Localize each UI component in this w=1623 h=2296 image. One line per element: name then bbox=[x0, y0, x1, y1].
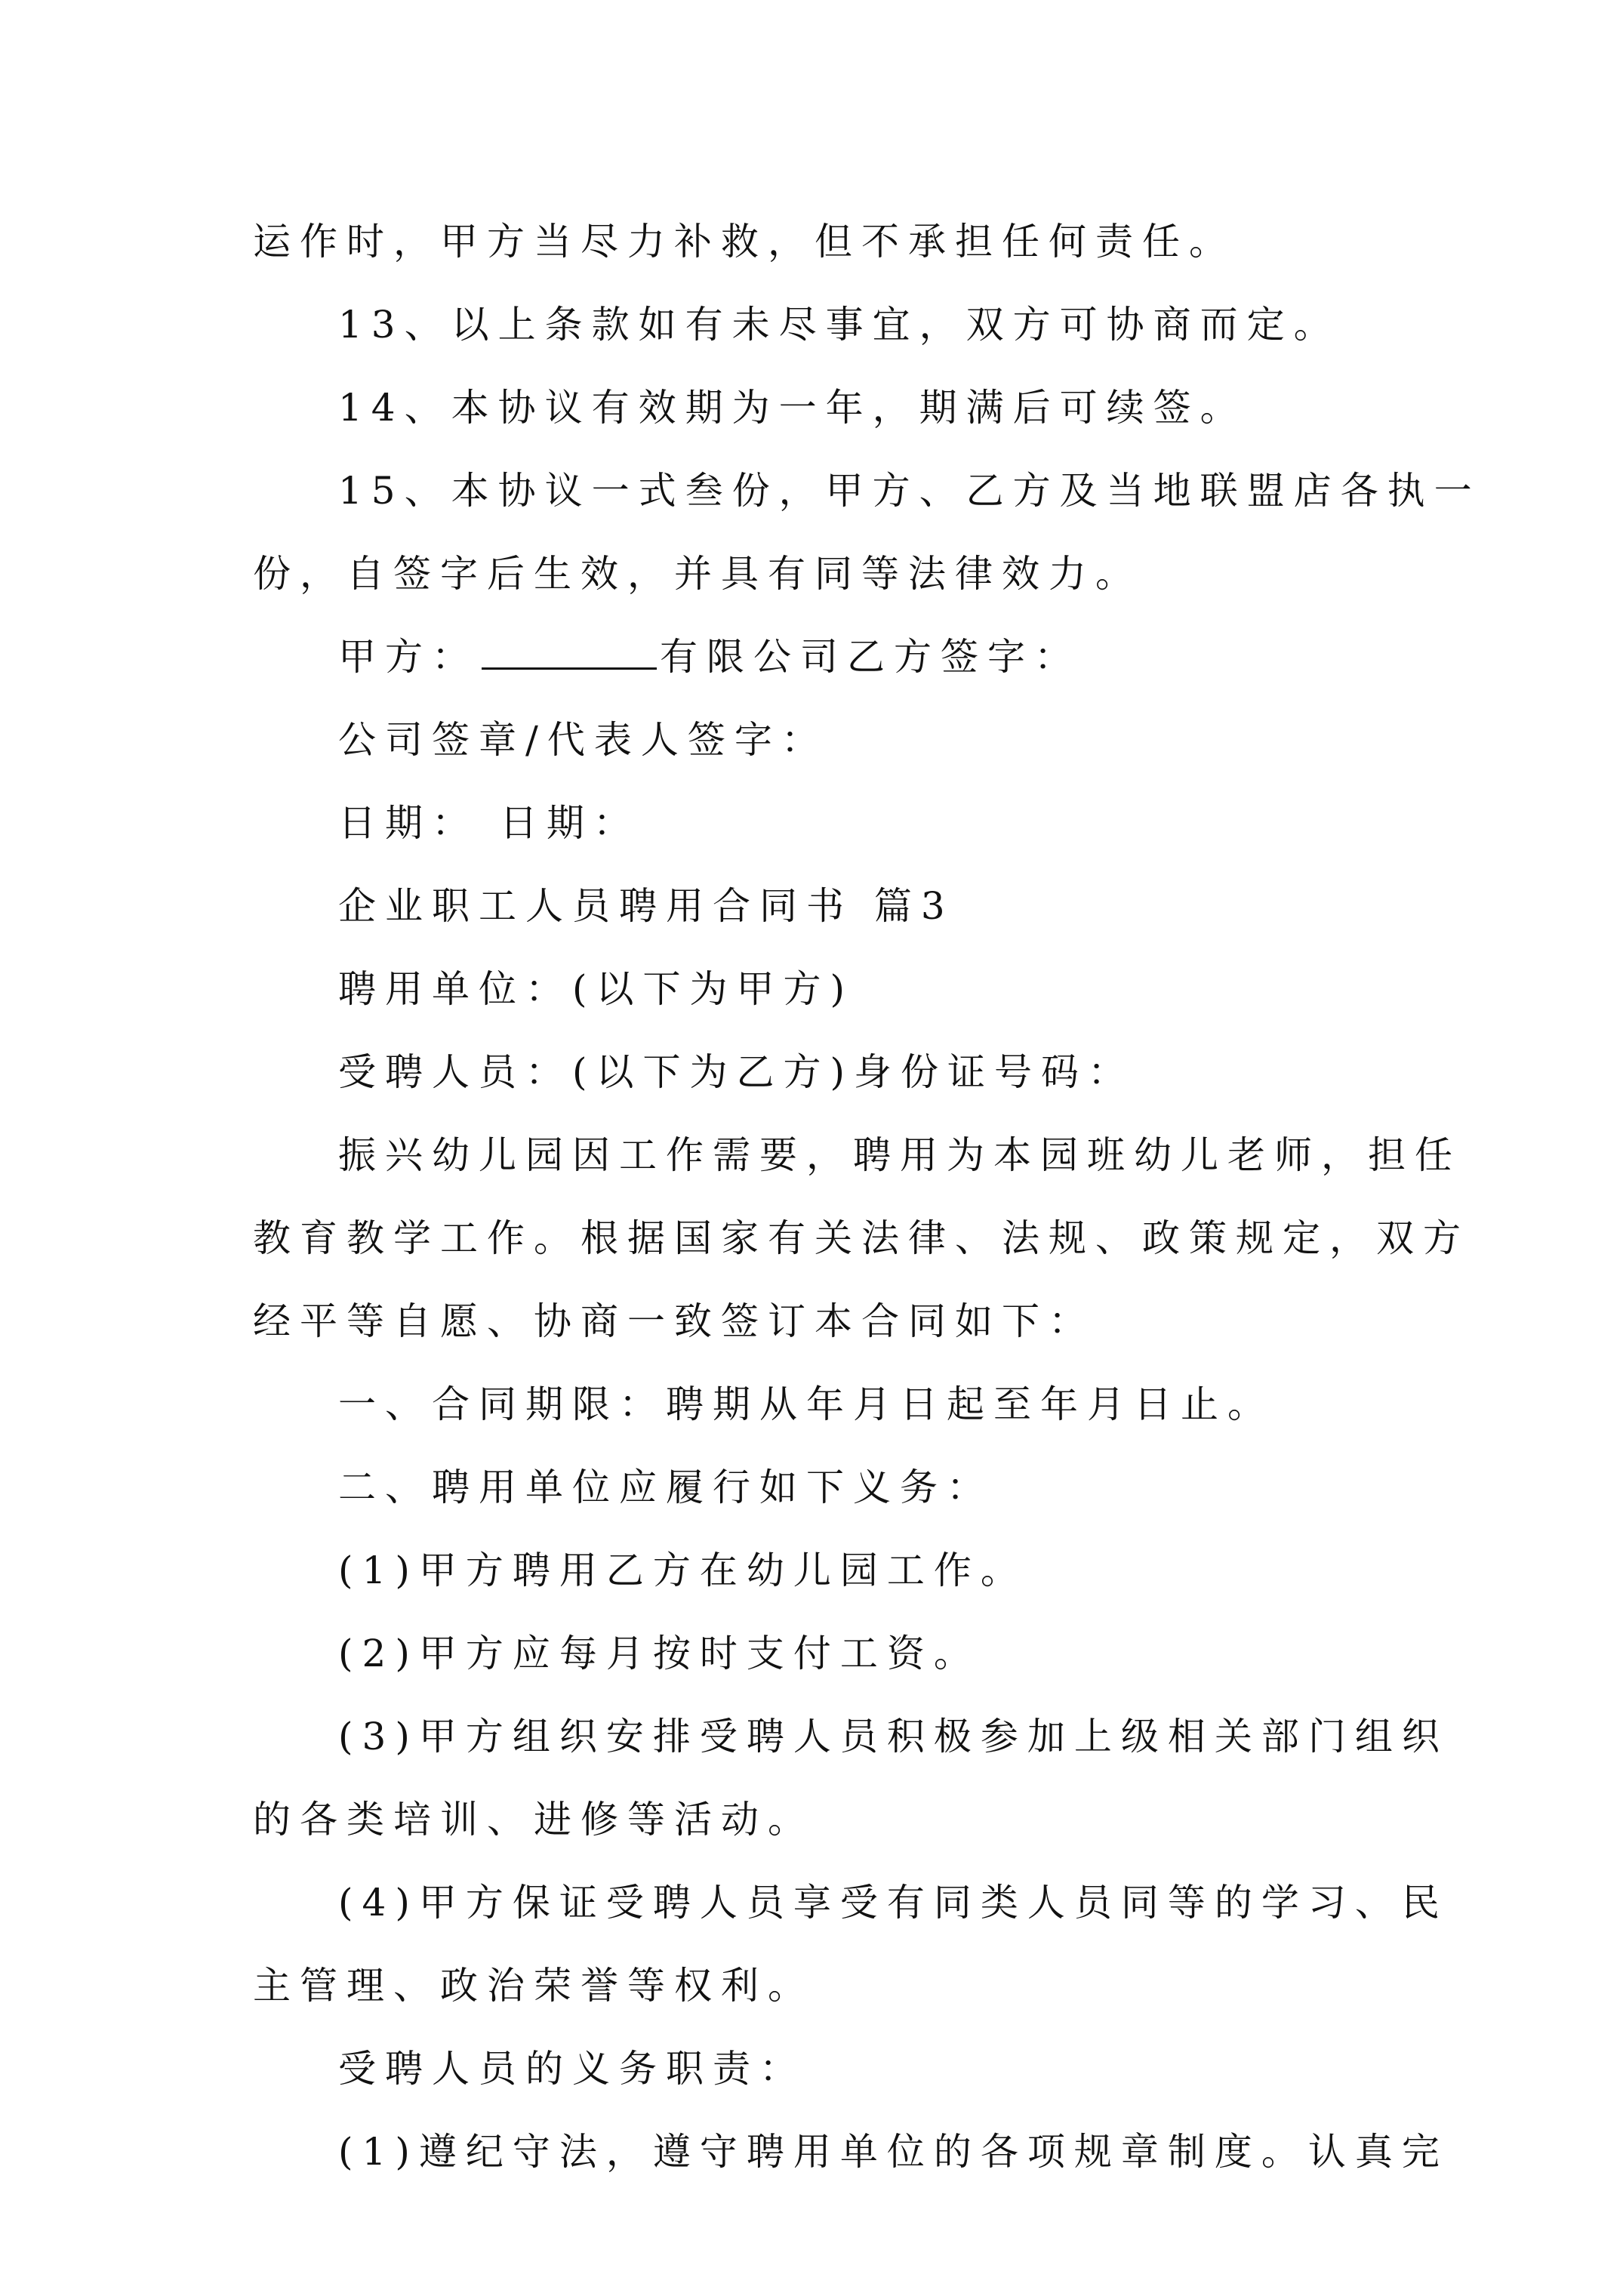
text-line-5: 份，自签字后生效，并具有同等法律效力。 bbox=[253, 552, 1142, 596]
text-line-3: 14、本协议有效期为一年，期满后可续签。 bbox=[338, 386, 1247, 430]
text-line-intro-1: 振兴幼儿园因工作需要，聘用为本园班幼儿老师，担任 bbox=[338, 1133, 1461, 1177]
text-line-2: 13、以上条款如有未尽事宜，双方可协商而定。 bbox=[338, 303, 1341, 347]
text-line-intro-3: 经平等自愿、协商一致签订本合同如下： bbox=[253, 1299, 1095, 1343]
blank-underline bbox=[482, 634, 657, 670]
section-title: 企业职工人员聘用合同书 篇3 bbox=[338, 884, 954, 928]
text-line-duty-1: (1)遵纪守法，遵守聘用单位的各项规章制度。认真完 bbox=[338, 2130, 1449, 2174]
party-a-company-label: 有限公司乙方签字： bbox=[660, 635, 1081, 679]
signature-line-party-a bbox=[338, 634, 1081, 680]
text-line-item-1: (1)甲方聘用乙方在幼儿园工作。 bbox=[338, 1549, 1027, 1592]
text-line-item-4a: (4)甲方保证受聘人员享受有同类人员同等的学习、民 bbox=[338, 1881, 1449, 1925]
text-line-item-3a: (3)甲方组织安排受聘人员积极参加上级相关部门组织 bbox=[338, 1715, 1449, 1758]
text-line-term: 一、合同期限：聘期从年月日起至年月日止。 bbox=[338, 1382, 1274, 1426]
text-line-4: 15、本协议一式叁份，甲方、乙方及当地联盟店各执一 bbox=[338, 469, 1481, 513]
text-line-company-seal: 公司签章/代表人签字： bbox=[338, 718, 828, 762]
text-line-employee: 受聘人员：(以下为乙方)身份证号码： bbox=[338, 1050, 1135, 1094]
text-line-item-3b: 的各类培训、进修等活动。 bbox=[253, 1798, 815, 1841]
text-line-1: 运作时，甲方当尽力补救，但不承担任何责任。 bbox=[253, 220, 1236, 264]
text-line-item-4b: 主管理、政治荣誉等权利。 bbox=[253, 1964, 815, 2008]
text-line-intro-2: 教育教学工作。根据国家有关法律、法规、政策规定，双方 bbox=[253, 1216, 1470, 1260]
party-a-label: 甲方： bbox=[338, 635, 479, 679]
text-line-duties-title: 受聘人员的义务职责： bbox=[338, 2047, 806, 2091]
text-line-employer: 聘用单位：(以下为甲方) bbox=[338, 967, 855, 1011]
text-line-obligations: 二、聘用单位应履行如下义务： bbox=[338, 1465, 993, 1509]
text-line-dates: 日期： 日期： bbox=[338, 801, 640, 845]
text-line-item-2: (2)甲方应每月按时支付工资。 bbox=[338, 1632, 981, 1675]
